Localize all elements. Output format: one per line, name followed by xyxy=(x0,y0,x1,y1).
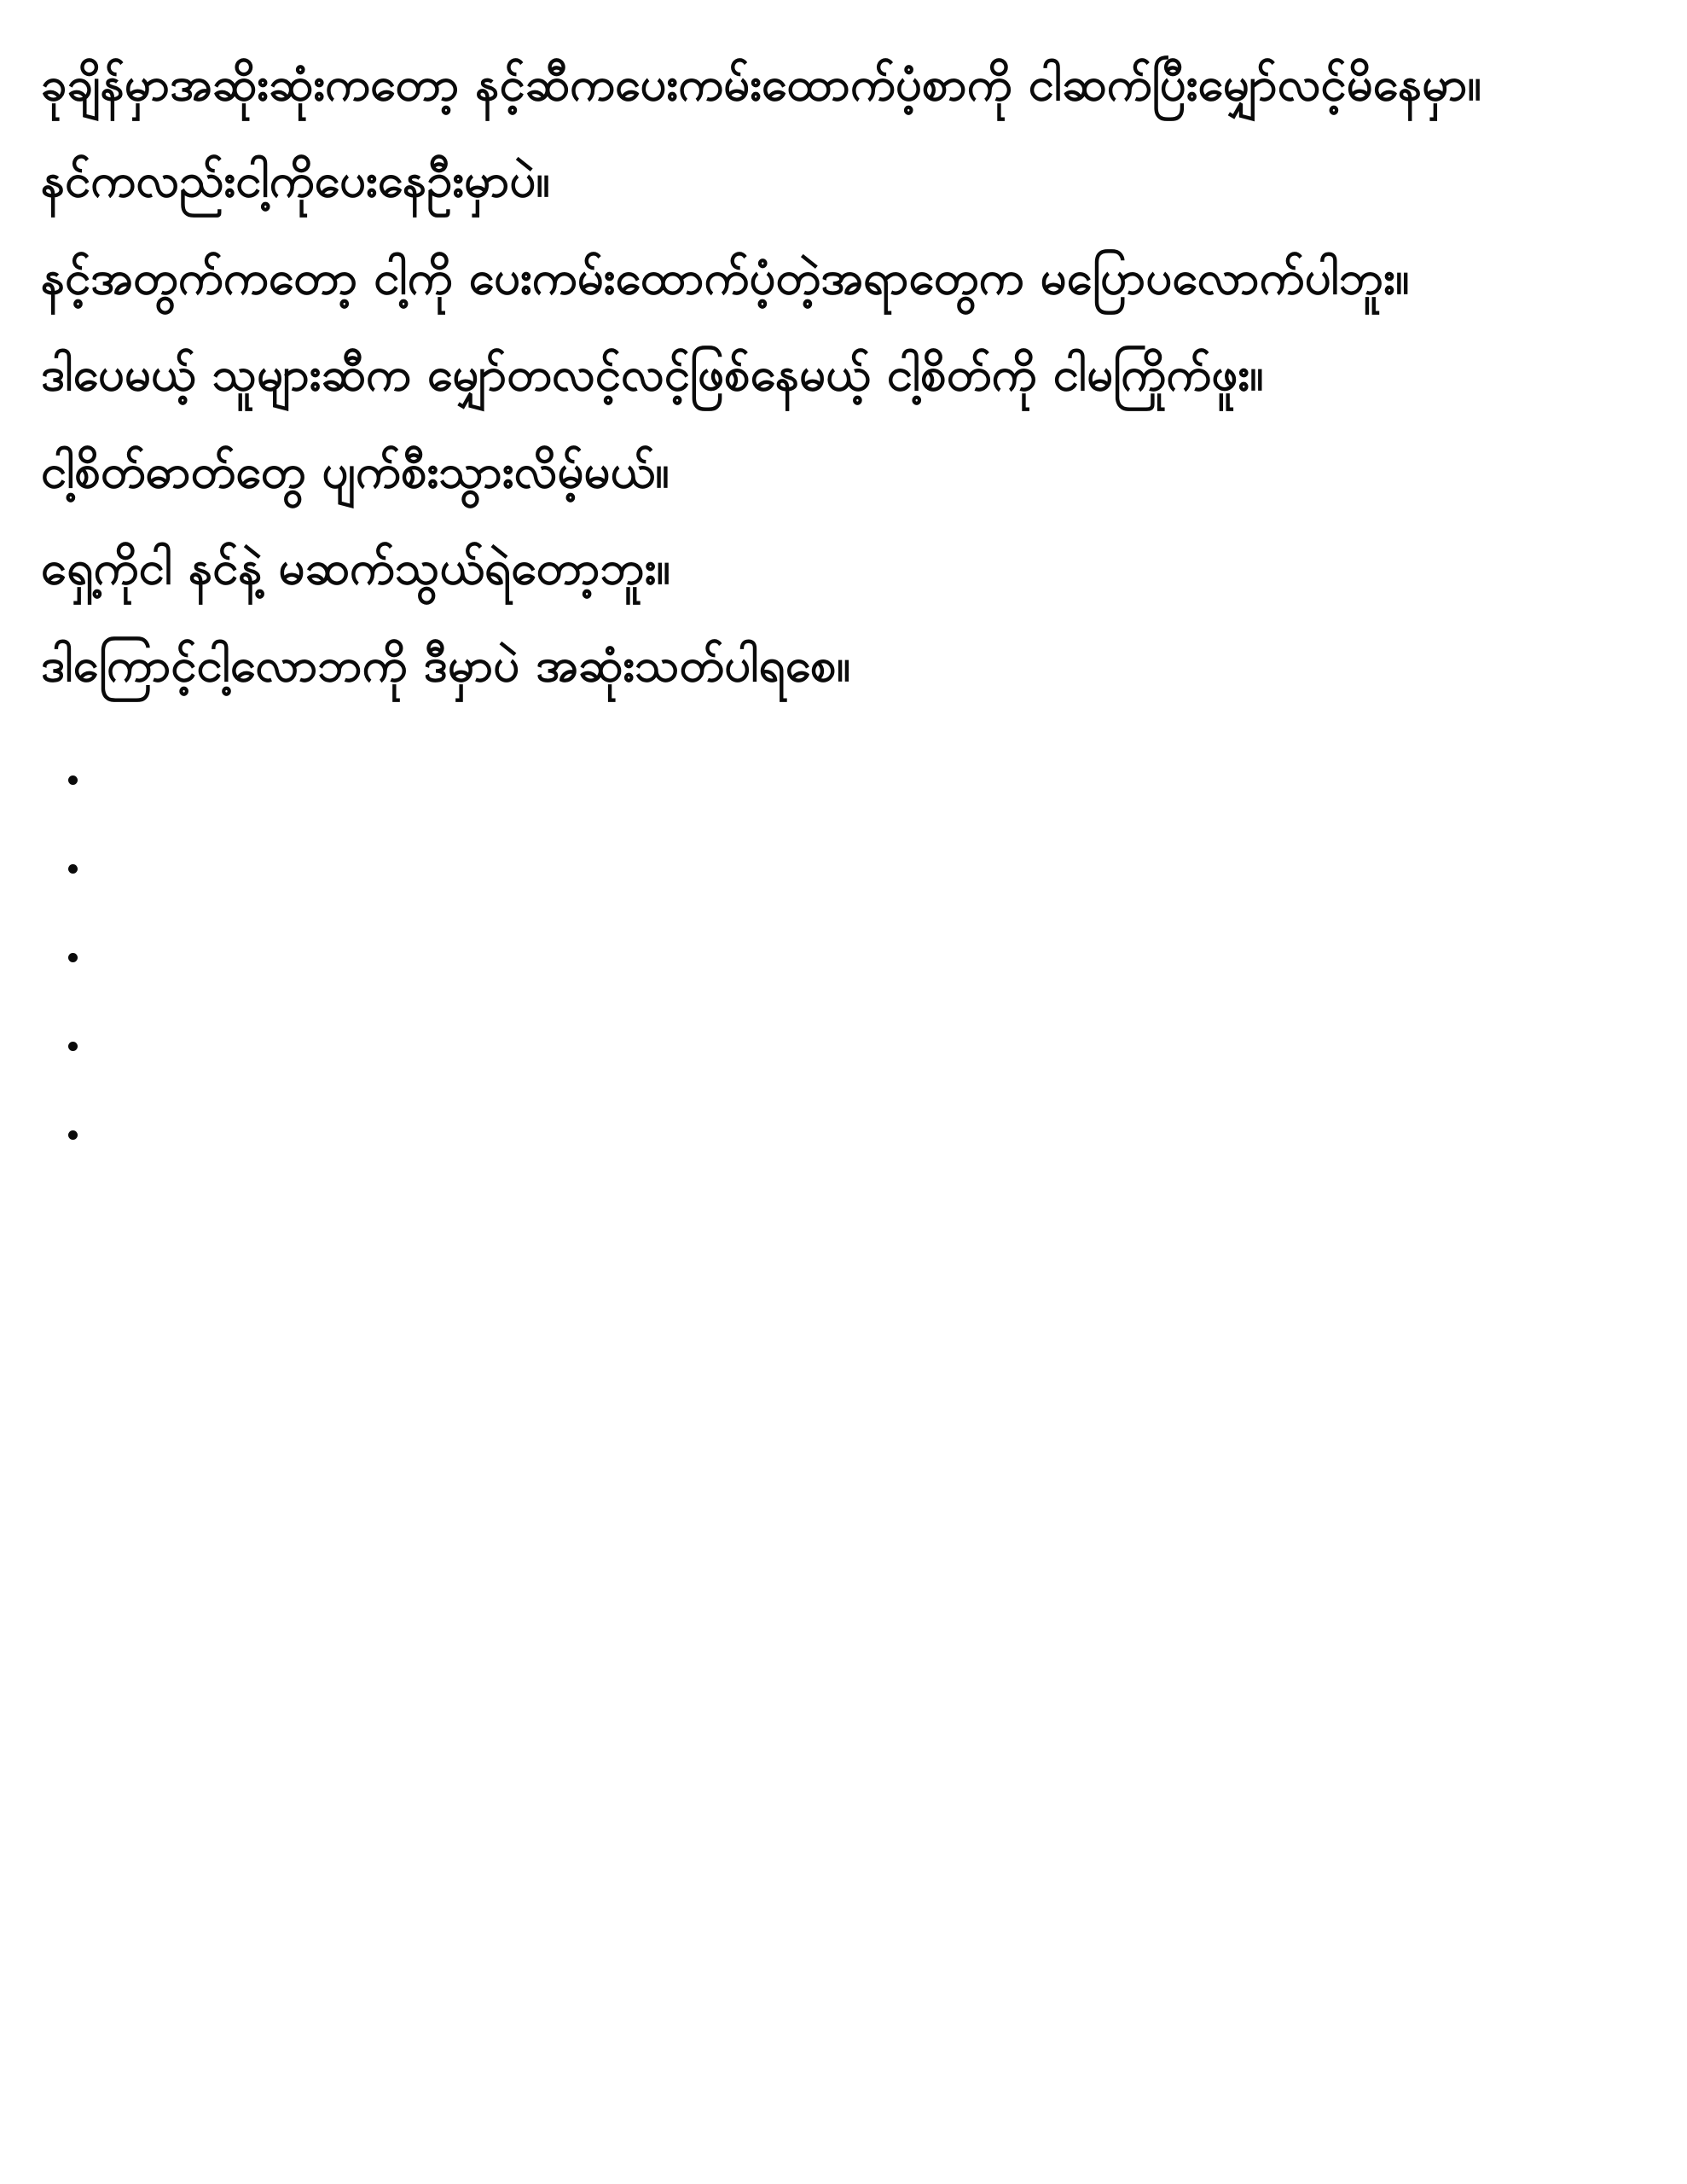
list-item xyxy=(41,840,1627,929)
paragraph-3: နင့်အတွက်ကတော့ ငါ့ကို ပေးကမ်းထောက်ပံ့တဲ့အရာတွေက မပြောပလောက်ပါဘူး။ xyxy=(41,250,1410,305)
paragraph-4: ဒါပေမယ့် သူများဆီက မျှော်တလင့်လင့်ဖြစ်နေမယ့် ငါ့စိတ်ကို ငါမကြိုက်ဖူး။ xyxy=(41,347,1264,402)
list-item xyxy=(41,929,1627,1018)
list-item xyxy=(41,752,1627,840)
paragraph-6: ရှေ့ကိုငါ နင်နဲ့ မဆက်သွယ်ရဲတော့ဘူး။ xyxy=(41,541,671,595)
list-item xyxy=(41,1107,1627,1195)
list-item xyxy=(41,1018,1627,1107)
paragraph-5: ငါ့စိတ်ဓာတ်တွေ ပျက်စီးသွားလိမ့်မယ်။ xyxy=(41,444,670,498)
paragraph-7: ဒါကြောင့်ငါ့လောဘကို ဒီမှာပဲ အဆုံးသတ်ပါရစေ။ xyxy=(41,637,851,692)
bullet-list xyxy=(41,752,1627,1195)
paragraph-2: နင်ကလည်းငါ့ကိုပေးနေဦးမှာပဲ။ xyxy=(41,154,550,208)
paragraph-1: ခုချိန်မှာအဆိုးဆုံးကတော့ နင့်ဆီကပေးကမ်းထောက်ပံ့စာကို ငါဆက်ပြီးမျှော်လင့်မိနေမှာ။ xyxy=(41,57,1482,111)
